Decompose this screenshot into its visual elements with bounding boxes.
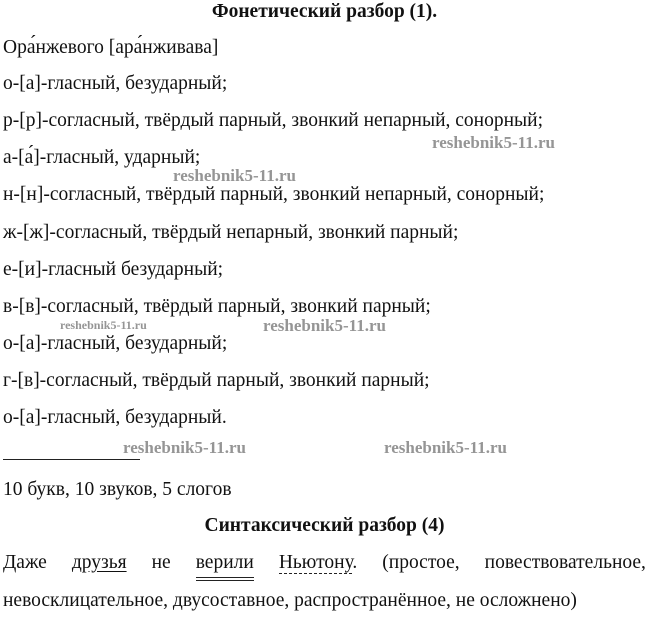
syntax-title: Синтаксический разбор (4) xyxy=(204,515,445,536)
summary-divider xyxy=(3,459,140,460)
predicate-word: верили xyxy=(195,552,254,573)
word-ne: не xyxy=(151,552,171,573)
letter-line-7: в-[в]-согласный, твёрдый парный, звонкий парный; xyxy=(3,296,431,317)
phonetic-title: Фонетический разбор (1). xyxy=(211,1,438,22)
watermark: reshebnik5-11.ru xyxy=(432,133,555,152)
watermark: reshebnik5-11.ru xyxy=(173,166,296,185)
letter-line-6: е-[и]-гласный безударный; xyxy=(3,259,224,280)
watermark: reshebnik5-11.ru xyxy=(123,438,246,457)
phonetic-summary: 10 букв, 10 звуков, 5 слогов xyxy=(3,479,232,500)
word-dazhe: Даже xyxy=(3,552,47,573)
word-transcription: Ора́нжевого [ара́нживава] xyxy=(3,37,219,58)
letter-line-5: ж-[ж]-согласный, твёрдый непарный, звонкий парный; xyxy=(3,222,459,243)
letter-line-3: а-[а́]-гласный, ударный; xyxy=(3,147,201,168)
watermark: reshebnik5-11.ru xyxy=(263,316,386,335)
sentence-period: . xyxy=(352,552,358,573)
object-group xyxy=(279,551,357,575)
letter-line-2: р-[р]-согласный, твёрдый парный, звонкий непарный, сонорный; xyxy=(3,110,543,131)
watermark: reshebnik5-11.ru xyxy=(384,438,507,457)
letter-line-1: о-[а]-гласный, безударный; xyxy=(3,73,228,94)
letter-line-8: о-[а]-гласный, безударный; xyxy=(3,333,228,354)
letter-line-10: о-[а]-гласный, безударный. xyxy=(3,407,227,428)
subject-word: друзья xyxy=(71,552,127,573)
syntax-characteristics: невосклицательное, двусоставное, распространённое, не осложнено) xyxy=(3,590,577,611)
letter-line-4: н-[н]-согласный, твёрдый парный, звонкий непарный, сонорный; xyxy=(3,184,545,205)
parse-povestvovatelnoe: повествовательное, xyxy=(484,552,646,573)
watermark: reshebnik5-11.ru xyxy=(60,318,147,332)
letter-line-9: г-[в]-согласный, твёрдый парный, звонкий парный; xyxy=(3,370,430,391)
syntax-sentence-line xyxy=(3,551,646,575)
object-word: Ньютону xyxy=(278,552,353,573)
parse-prostoe: (простое, xyxy=(382,552,460,573)
